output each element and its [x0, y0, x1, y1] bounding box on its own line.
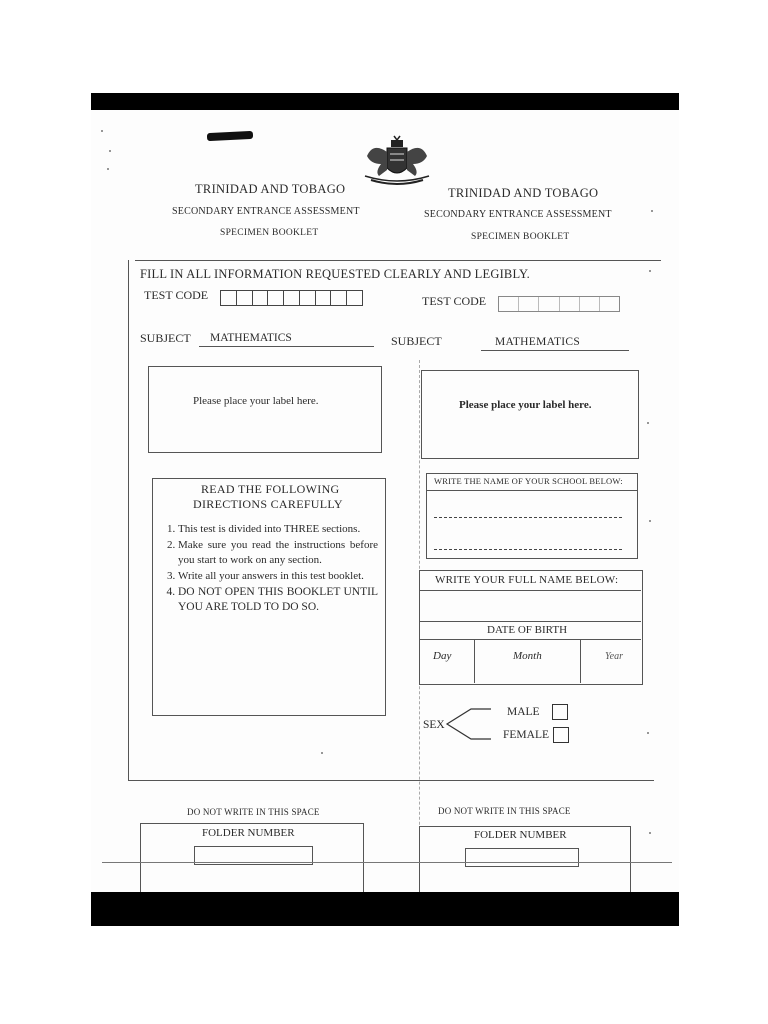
- male-checkbox[interactable]: [552, 704, 568, 720]
- form-left-border: [128, 260, 129, 780]
- subject-underline-right: [481, 350, 629, 351]
- subject-underline-left: [199, 346, 374, 347]
- do-not-write-right: DO NOT WRITE IN THIS SPACE: [438, 806, 571, 816]
- school-header-divider: [426, 490, 637, 491]
- scan-speck: [321, 752, 323, 754]
- school-name-line-2[interactable]: [434, 549, 622, 550]
- dob-year-field[interactable]: Year: [605, 651, 623, 662]
- document-page: [91, 110, 679, 892]
- scan-speck: [647, 732, 649, 734]
- full-name-bottom-divider: [419, 621, 641, 622]
- dob-divider-1: [474, 639, 475, 683]
- scan-speck: [101, 130, 103, 132]
- female-label: FEMALE: [503, 729, 549, 741]
- header-booklet-right: SPECIMEN BOOKLET: [471, 232, 570, 242]
- scan-speck: [649, 832, 651, 834]
- header-country-right: TRINIDAD AND TOBAGO: [448, 186, 599, 200]
- folder-number-label-left: FOLDER NUMBER: [202, 827, 295, 839]
- subject-value-left: MATHEMATICS: [210, 332, 292, 344]
- header-assessment-right: SECONDARY ENTRANCE ASSESSMENT: [424, 209, 612, 220]
- full-name-input[interactable]: [420, 591, 640, 621]
- form-instruction: FILL IN ALL INFORMATION REQUESTED CLEARLY AND LEGIBLY.: [140, 267, 530, 281]
- test-code-input-left[interactable]: [220, 290, 363, 306]
- directions-list: [156, 522, 378, 616]
- scan-speck: [649, 520, 651, 522]
- form-top-border: [135, 260, 661, 261]
- scan-speck: [107, 168, 109, 170]
- header-booklet-left: SPECIMEN BOOKLET: [220, 228, 319, 238]
- school-name-label: WRITE THE NAME OF YOUR SCHOOL BELOW:: [434, 476, 623, 486]
- do-not-write-left: DO NOT WRITE IN THIS SPACE: [187, 807, 320, 817]
- subject-label-left: SUBJECT: [140, 331, 191, 345]
- form-bottom-border: [128, 780, 654, 781]
- coat-of-arms-icon: [361, 134, 433, 188]
- bottom-scan-band: [91, 892, 679, 926]
- dob-divider-2: [580, 639, 581, 683]
- directions-title-line-1: READ THE FOLLOWING: [201, 482, 340, 496]
- dob-month-field[interactable]: Month: [513, 650, 542, 662]
- female-checkbox[interactable]: [553, 727, 569, 743]
- test-code-label-right: TEST CODE: [422, 294, 487, 308]
- direction-item: 1. This test is divided into THREE sections.: [178, 522, 378, 537]
- directions-title-line-2: DIRECTIONS CAREFULLY: [193, 497, 343, 511]
- folder-number-input-right[interactable]: [465, 848, 579, 867]
- direction-item: 3. Write all your answers in this test booklet.: [178, 569, 378, 584]
- label-box-left[interactable]: [148, 366, 382, 453]
- dob-label: DATE OF BIRTH: [487, 624, 568, 636]
- male-label: MALE: [507, 706, 540, 718]
- redaction-mark: [207, 131, 253, 141]
- sex-label: SEX: [423, 719, 445, 731]
- label-box-right[interactable]: [421, 370, 639, 459]
- top-scan-band: [91, 93, 679, 110]
- bottom-scan-line: [102, 862, 672, 863]
- school-name-line-1[interactable]: [434, 517, 622, 518]
- sex-bracket-icon: [445, 706, 493, 742]
- scan-speck: [651, 210, 653, 212]
- test-code-input-right[interactable]: [498, 296, 620, 312]
- dob-day-field[interactable]: Day: [433, 650, 452, 662]
- scan-speck: [649, 270, 651, 272]
- direction-item: 2. Make sure you read the instructions before you start to work on any section.: [178, 538, 378, 568]
- direction-item: 4. DO NOT OPEN THIS BOOKLET UNTIL YOU ARE TOLD TO DO SO.: [178, 585, 378, 615]
- dob-header-divider: [419, 639, 641, 640]
- full-name-label: WRITE YOUR FULL NAME BELOW:: [435, 574, 619, 586]
- header-country-left: TRINIDAD AND TOBAGO: [195, 182, 346, 196]
- folder-number-label-right: FOLDER NUMBER: [474, 829, 567, 841]
- label-placeholder-left: Please place your label here.: [193, 395, 319, 407]
- test-code-label-left: TEST CODE: [144, 288, 209, 302]
- scan-speck: [647, 422, 649, 424]
- label-placeholder-right: Please place your label here.: [459, 399, 592, 411]
- subject-value-right: MATHEMATICS: [495, 336, 581, 348]
- header-assessment-left: SECONDARY ENTRANCE ASSESSMENT: [172, 206, 360, 217]
- scan-speck: [109, 150, 111, 152]
- subject-label-right: SUBJECT: [391, 334, 442, 348]
